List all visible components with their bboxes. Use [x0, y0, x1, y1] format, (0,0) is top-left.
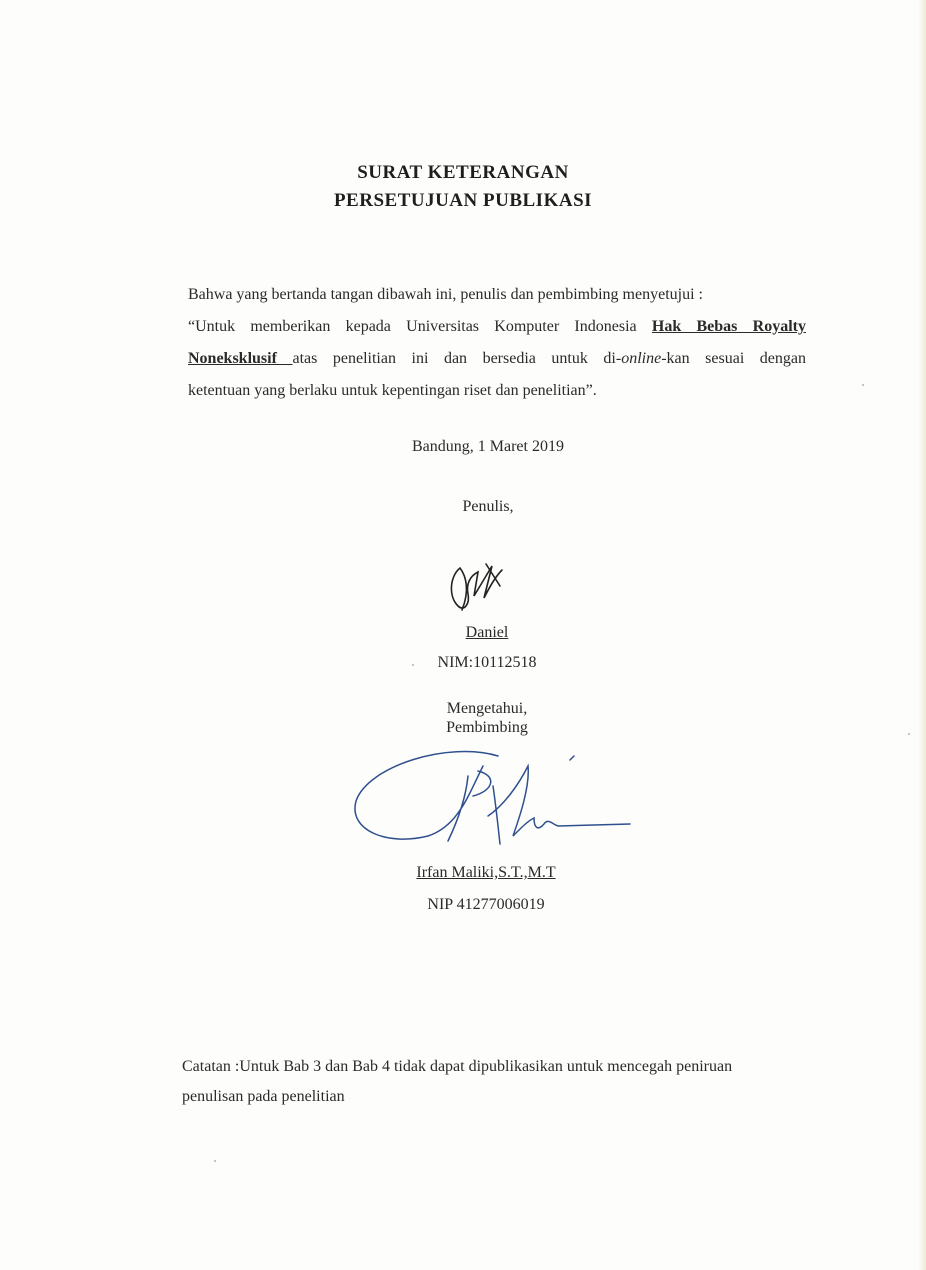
body-paragraph: [188, 279, 806, 407]
acknowledge-label: Mengetahui,: [446, 700, 528, 717]
author-name: Daniel: [465, 624, 509, 641]
place-date: Bandung, 1 Maret 2019: [412, 438, 564, 455]
body-line-2: [188, 311, 806, 343]
noneksklusif-term: Noneksklusif: [188, 350, 293, 367]
speck: [908, 733, 910, 735]
online-term: online: [621, 350, 662, 367]
speck: [862, 384, 864, 386]
body-line-3: [188, 343, 806, 375]
speck: [412, 664, 414, 666]
author-nim: NIM:10112518: [437, 654, 537, 671]
body-line-4: ketentuan yang berlaku untuk kepentingan riset dan penelitian”.: [188, 382, 597, 399]
royalty-term: Hak Bebas Royalty: [651, 318, 806, 335]
speck: [214, 1160, 216, 1162]
body-line-1: Bahwa yang bertanda tangan dibawah ini, penulis dan pembimbing menyetujui :: [188, 286, 703, 303]
author-signature: [440, 546, 510, 626]
title-line-1: SURAT KETERANGAN: [357, 162, 569, 183]
note-paragraph: Catatan :Untuk Bab 3 dan Bab 4 tidak dapat dipublikasikan untuk mencegah peniruan penulisan pada penelitian: [182, 1058, 733, 1105]
supervisor-role: Pembimbing: [446, 719, 528, 736]
paper-edge-shadow: [918, 0, 926, 1270]
supervisor-nip: NIP 41277006019: [427, 896, 545, 913]
supervisor-name: Irfan Maliki,S.T.,M.T: [416, 864, 556, 881]
body-line-3-text-a: atas penelitian ini dan bersedia untuk di-: [292, 350, 622, 367]
body-line-3-text-b: -kan sesuai dengan: [661, 350, 807, 367]
body-line-2-text: “Untuk memberikan kepada Universitas Komputer Indonesia: [188, 318, 652, 335]
title-line-2: PERSETUJUAN PUBLIKASI: [333, 190, 593, 211]
supervisor-signature: [348, 746, 638, 856]
author-role: Penulis,: [462, 498, 514, 515]
